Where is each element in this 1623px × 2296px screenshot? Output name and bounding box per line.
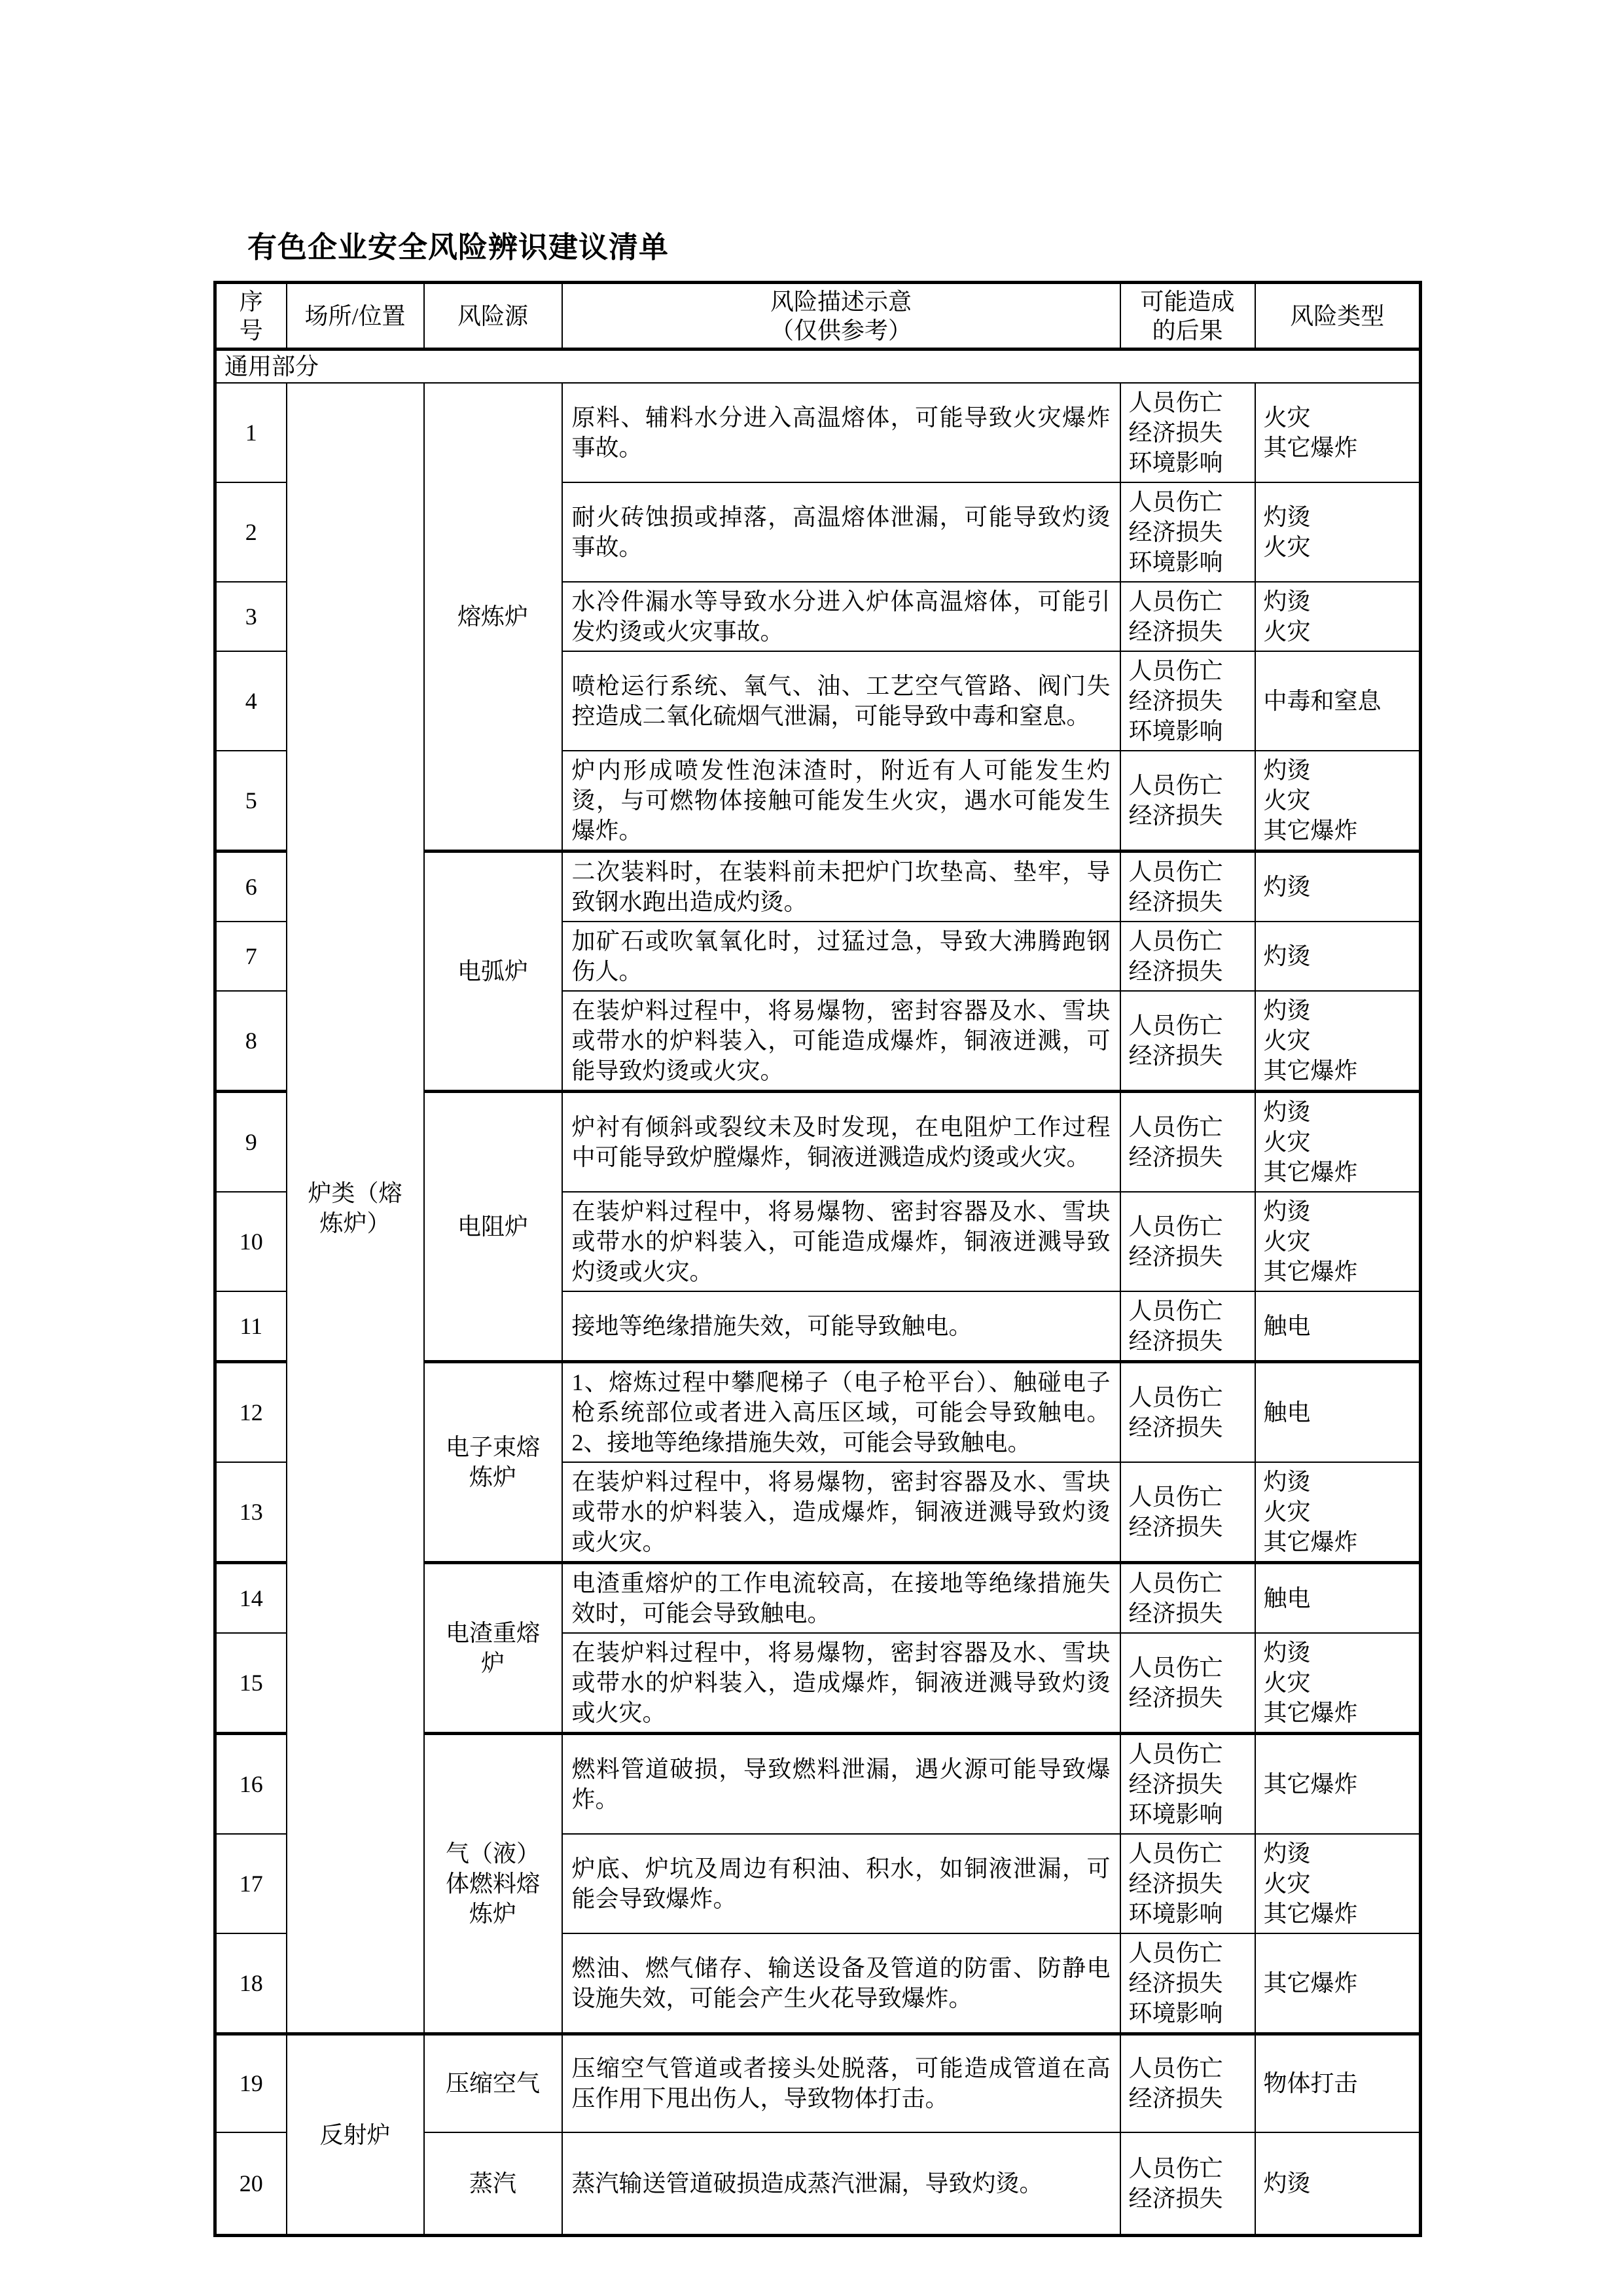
risk-source-cell: 压缩空气 bbox=[424, 2034, 562, 2132]
consequence-line: 经济损失 bbox=[1128, 1970, 1223, 1996]
header-location: 场所/位置 bbox=[287, 283, 424, 350]
consequence-cell bbox=[1120, 2132, 1255, 2236]
header-type: 风险类型 bbox=[1255, 283, 1421, 350]
consequence-line: 人员伤亡 bbox=[1128, 658, 1223, 684]
consequence-line: 人员伤亡 bbox=[1128, 489, 1223, 515]
risk-type-cell bbox=[1255, 922, 1421, 991]
risk-type-line: 火灾 bbox=[1263, 1670, 1311, 1696]
risk-type-line: 火灾 bbox=[1263, 1129, 1311, 1155]
row-number: 1 bbox=[215, 383, 287, 482]
risk-type-line: 火灾 bbox=[1263, 619, 1311, 645]
risk-type-cell bbox=[1255, 1092, 1421, 1193]
risk-type-line: 触电 bbox=[1263, 1585, 1311, 1611]
risk-type-cell bbox=[1255, 1633, 1421, 1734]
risk-type-cell bbox=[1255, 751, 1421, 852]
risk-type-line: 其它爆炸 bbox=[1263, 1771, 1358, 1797]
row-number: 6 bbox=[215, 852, 287, 922]
risk-source-cell: 电弧炉 bbox=[424, 852, 562, 1092]
consequence-cell bbox=[1120, 2034, 1255, 2132]
risk-type-cell bbox=[1255, 1362, 1421, 1463]
risk-type-line: 灼烫 bbox=[1263, 1840, 1311, 1867]
consequence-line: 经济损失 bbox=[1128, 2085, 1223, 2112]
risk-type-cell bbox=[1255, 1933, 1421, 2034]
header-source: 风险源 bbox=[424, 283, 562, 350]
consequence-line: 人员伤亡 bbox=[1128, 2055, 1223, 2082]
consequence-line: 人员伤亡 bbox=[1128, 1114, 1223, 1140]
risk-source-cell: 电子束熔炼炉 bbox=[424, 1362, 562, 1563]
document-title: 有色企业安全风险辨识建议清单 bbox=[247, 231, 669, 264]
risk-type-cell bbox=[1255, 1462, 1421, 1563]
risk-type-cell bbox=[1255, 1291, 1421, 1362]
row-number: 9 bbox=[215, 1092, 287, 1193]
consequence-cell bbox=[1120, 922, 1255, 991]
row-number: 2 bbox=[215, 482, 287, 582]
consequence-cell bbox=[1120, 1834, 1255, 1933]
risk-type-cell bbox=[1255, 482, 1421, 582]
consequence-line: 经济损失 bbox=[1128, 1871, 1223, 1897]
row-number: 7 bbox=[215, 922, 287, 991]
consequence-line: 经济损失 bbox=[1128, 1514, 1223, 1540]
consequence-line: 经济损失 bbox=[1128, 1414, 1223, 1441]
consequence-line: 经济损失 bbox=[1128, 889, 1223, 915]
risk-type-line: 火灾 bbox=[1263, 404, 1311, 431]
consequence-cell bbox=[1120, 1092, 1255, 1193]
header-description-line1: 风险描述示意 bbox=[770, 288, 912, 315]
consequence-line: 人员伤亡 bbox=[1128, 1655, 1223, 1681]
risk-description-cell: 压缩空气管道或者接头处脱落，可能造成管道在高压作用下甩出伤人，导致物体打击。 bbox=[562, 2034, 1120, 2132]
risk-type-line: 其它爆炸 bbox=[1263, 1970, 1358, 1996]
consequence-line: 人员伤亡 bbox=[1128, 1741, 1223, 1767]
consequence-cell bbox=[1120, 1192, 1255, 1291]
consequence-line: 环境影响 bbox=[1128, 2000, 1223, 2026]
risk-type-line: 其它爆炸 bbox=[1263, 817, 1358, 844]
row-number: 14 bbox=[215, 1563, 287, 1634]
risk-type-line: 其它爆炸 bbox=[1263, 1058, 1358, 1084]
risk-type-line: 灼烫 bbox=[1263, 874, 1311, 900]
consequence-line: 经济损失 bbox=[1128, 2185, 1223, 2212]
risk-source-cell: 电阻炉 bbox=[424, 1092, 562, 1362]
consequence-cell bbox=[1120, 1933, 1255, 2034]
row-number: 15 bbox=[215, 1633, 287, 1734]
risk-type-line: 灼烫 bbox=[1263, 1099, 1311, 1125]
risk-description-cell: 水冷件漏水等导致水分进入炉体高温熔体，可能引发灼烫或火灾事故。 bbox=[562, 582, 1120, 651]
risk-description-cell: 炉衬有倾斜或裂纹未及时发现，在电阻炉工作过程中可能导致炉膛爆炸，铜液迸溅造成灼烫或火灾。 bbox=[562, 1092, 1120, 1193]
header-no-label: 序号 bbox=[239, 288, 263, 344]
risk-type-line: 火灾 bbox=[1263, 1229, 1311, 1255]
risk-description-cell: 接地等绝缘措施失效，可能导致触电。 bbox=[562, 1291, 1120, 1362]
risk-type-line: 灼烫 bbox=[1263, 2170, 1311, 2197]
section-row bbox=[215, 350, 1421, 384]
risk-type-cell bbox=[1255, 2132, 1421, 2236]
consequence-line: 人员伤亡 bbox=[1128, 1484, 1223, 1510]
row-number: 13 bbox=[215, 1462, 287, 1563]
risk-type-line: 火灾 bbox=[1263, 787, 1311, 814]
consequence-cell bbox=[1120, 1291, 1255, 1362]
risk-source-cell: 电渣重熔炉 bbox=[424, 1563, 562, 1734]
risk-description-cell: 1、熔炼过程中攀爬梯子（电子枪平台）、触碰电子枪系统部位或者进入高压区域，可能会导致触电。2、接地等绝缘措施失效，可能会导致触电。 bbox=[562, 1362, 1120, 1463]
section-label: 通用部分 bbox=[215, 350, 1421, 384]
consequence-cell bbox=[1120, 1563, 1255, 1634]
header-consequence-line2: 的后果 bbox=[1152, 317, 1223, 344]
risk-type-line: 灼烫 bbox=[1263, 997, 1311, 1024]
table-row bbox=[215, 383, 1421, 482]
risk-description-cell: 燃料管道破损，导致燃料泄漏，遇火源可能导致爆炸。 bbox=[562, 1734, 1120, 1835]
risk-source-cell: 熔炼炉 bbox=[424, 383, 562, 852]
risk-description-cell: 在装炉料过程中，将易爆物，密封容器及水、雪块或带水的炉料装入，造成爆炸，铜液迸溅导致灼烫或火灾。 bbox=[562, 1462, 1120, 1563]
location-cell: 反射炉 bbox=[287, 2034, 424, 2236]
consequence-line: 人员伤亡 bbox=[1128, 1213, 1223, 1240]
row-number: 8 bbox=[215, 991, 287, 1092]
risk-type-line: 火灾 bbox=[1263, 1871, 1311, 1897]
consequence-line: 人员伤亡 bbox=[1128, 1570, 1223, 1596]
consequence-line: 经济损失 bbox=[1128, 688, 1223, 714]
row-number: 10 bbox=[215, 1192, 287, 1291]
risk-type-line: 触电 bbox=[1263, 1313, 1311, 1339]
consequence-cell bbox=[1120, 582, 1255, 651]
risk-type-cell bbox=[1255, 1192, 1421, 1291]
row-number: 19 bbox=[215, 2034, 287, 2132]
consequence-line: 人员伤亡 bbox=[1128, 2155, 1223, 2181]
header-description-line2: （仅供参考） bbox=[770, 317, 912, 344]
risk-type-cell bbox=[1255, 1563, 1421, 1634]
consequence-cell bbox=[1120, 1362, 1255, 1463]
consequence-line: 经济损失 bbox=[1128, 802, 1223, 829]
risk-type-line: 灼烫 bbox=[1263, 1640, 1311, 1666]
consequence-line: 人员伤亡 bbox=[1128, 1384, 1223, 1410]
consequence-cell bbox=[1120, 991, 1255, 1092]
risk-type-cell bbox=[1255, 991, 1421, 1092]
risk-type-line: 火灾 bbox=[1263, 534, 1311, 560]
risk-description-cell: 燃油、燃气储存、输送设备及管道的防雷、防静电设施失效，可能会产生火花导致爆炸。 bbox=[562, 1933, 1120, 2034]
consequence-line: 经济损失 bbox=[1128, 619, 1223, 645]
risk-type-line: 其它爆炸 bbox=[1263, 1901, 1358, 1927]
row-number: 3 bbox=[215, 582, 287, 651]
risk-type-cell bbox=[1255, 852, 1421, 922]
consequence-line: 人员伤亡 bbox=[1128, 928, 1223, 954]
risk-source-cell: 蒸汽 bbox=[424, 2132, 562, 2236]
risk-type-line: 其它爆炸 bbox=[1263, 1700, 1358, 1726]
consequence-line: 人员伤亡 bbox=[1128, 772, 1223, 798]
risk-description-cell: 在装炉料过程中，将易爆物，密封容器及水、雪块或带水的炉料装入，造成爆炸，铜液迸溅导致灼烫或火灾。 bbox=[562, 1633, 1120, 1734]
consequence-line: 经济损失 bbox=[1128, 1600, 1223, 1626]
risk-type-line: 其它爆炸 bbox=[1263, 435, 1358, 461]
consequence-line: 人员伤亡 bbox=[1128, 588, 1223, 615]
risk-type-cell bbox=[1255, 651, 1421, 751]
risk-type-line: 灼烫 bbox=[1263, 1198, 1311, 1225]
consequence-cell bbox=[1120, 482, 1255, 582]
risk-type-line: 火灾 bbox=[1263, 1499, 1311, 1525]
risk-type-cell bbox=[1255, 383, 1421, 482]
table-row bbox=[215, 2034, 1421, 2132]
risk-type-line: 火灾 bbox=[1263, 1028, 1311, 1054]
row-number: 16 bbox=[215, 1734, 287, 1835]
risk-description-cell: 炉底、炉坑及周边有积油、积水，如铜液泄漏，可能会导致爆炸。 bbox=[562, 1834, 1120, 1933]
risk-description-cell: 电渣重熔炉的工作电流较高，在接地等绝缘措施失效时，可能会导致触电。 bbox=[562, 1563, 1120, 1634]
row-number: 11 bbox=[215, 1291, 287, 1362]
risk-type-cell bbox=[1255, 1734, 1421, 1835]
consequence-line: 经济损失 bbox=[1128, 1771, 1223, 1797]
risk-type-cell bbox=[1255, 1834, 1421, 1933]
consequence-line: 经济损失 bbox=[1128, 1043, 1223, 1069]
risk-type-line: 其它爆炸 bbox=[1263, 1159, 1358, 1185]
row-number: 4 bbox=[215, 651, 287, 751]
consequence-cell bbox=[1120, 852, 1255, 922]
row-number: 17 bbox=[215, 1834, 287, 1933]
risk-table-body bbox=[215, 350, 1421, 2236]
consequence-cell bbox=[1120, 383, 1255, 482]
consequence-line: 环境影响 bbox=[1128, 1901, 1223, 1927]
risk-type-cell bbox=[1255, 2034, 1421, 2132]
risk-type-line: 物体打击 bbox=[1263, 2070, 1358, 2097]
risk-type-line: 其它爆炸 bbox=[1263, 1259, 1358, 1285]
consequence-line: 经济损失 bbox=[1128, 1144, 1223, 1170]
consequence-line: 环境影响 bbox=[1128, 549, 1223, 575]
consequence-line: 人员伤亡 bbox=[1128, 1940, 1223, 1966]
consequence-line: 人员伤亡 bbox=[1128, 859, 1223, 885]
header-row bbox=[215, 283, 1421, 350]
consequence-cell bbox=[1120, 1734, 1255, 1835]
risk-type-line: 灼烫 bbox=[1263, 757, 1311, 783]
risk-type-line: 灼烫 bbox=[1263, 943, 1311, 969]
consequence-line: 经济损失 bbox=[1128, 1685, 1223, 1711]
header-consequence bbox=[1120, 283, 1255, 350]
risk-description-cell: 耐火砖蚀损或掉落，高温熔体泄漏，可能导致灼烫事故。 bbox=[562, 482, 1120, 582]
risk-type-line: 触电 bbox=[1263, 1399, 1311, 1426]
consequence-cell bbox=[1120, 651, 1255, 751]
risk-description-cell: 加矿石或吹氧氧化时，过猛过急，导致大沸腾跑钢伤人。 bbox=[562, 922, 1120, 991]
row-number: 12 bbox=[215, 1362, 287, 1463]
risk-type-cell bbox=[1255, 582, 1421, 651]
header-no bbox=[215, 283, 287, 350]
table-header bbox=[215, 283, 1421, 350]
consequence-line: 人员伤亡 bbox=[1128, 389, 1223, 416]
consequence-line: 人员伤亡 bbox=[1128, 1013, 1223, 1039]
consequence-cell bbox=[1120, 751, 1255, 852]
risk-table bbox=[213, 281, 1422, 2237]
consequence-line: 环境影响 bbox=[1128, 450, 1223, 476]
row-number: 18 bbox=[215, 1933, 287, 2034]
risk-description-cell: 原料、辅料水分进入高温熔体，可能导致火灾爆炸事故。 bbox=[562, 383, 1120, 482]
consequence-line: 经济损失 bbox=[1128, 1328, 1223, 1354]
risk-type-line: 灼烫 bbox=[1263, 1469, 1311, 1495]
risk-type-line: 灼烫 bbox=[1263, 504, 1311, 530]
risk-type-line: 中毒和窒息 bbox=[1263, 688, 1382, 714]
risk-description-cell: 喷枪运行系统、氧气、油、工艺空气管路、阀门失控造成二氧化硫烟气泄漏，可能导致中毒和窒息。 bbox=[562, 651, 1120, 751]
header-description bbox=[562, 283, 1120, 350]
risk-description-cell: 在装炉料过程中，将易爆物、密封容器及水、雪块或带水的炉料装入，可能造成爆炸，铜液迸溅导致灼烫或火灾。 bbox=[562, 1192, 1120, 1291]
consequence-line: 经济损失 bbox=[1128, 958, 1223, 984]
consequence-line: 人员伤亡 bbox=[1128, 1298, 1223, 1324]
risk-source-cell: 气（液）体燃料熔炼炉 bbox=[424, 1734, 562, 2034]
risk-type-line: 灼烫 bbox=[1263, 588, 1311, 615]
header-consequence-line1: 可能造成 bbox=[1140, 288, 1235, 315]
consequence-line: 经济损失 bbox=[1128, 420, 1223, 446]
risk-description-cell: 炉内形成喷发性泡沫渣时，附近有人可能发生灼烫，与可燃物体接触可能发生火灾，遇水可能发生爆炸。 bbox=[562, 751, 1120, 852]
consequence-line: 环境影响 bbox=[1128, 718, 1223, 744]
risk-description-cell: 在装炉料过程中，将易爆物，密封容器及水、雪块或带水的炉料装入，可能造成爆炸，铜液迸溅，可能导致灼烫或火灾。 bbox=[562, 991, 1120, 1092]
consequence-cell bbox=[1120, 1462, 1255, 1563]
row-number: 5 bbox=[215, 751, 287, 852]
consequence-cell bbox=[1120, 1633, 1255, 1734]
consequence-line: 经济损失 bbox=[1128, 1244, 1223, 1270]
consequence-line: 经济损失 bbox=[1128, 519, 1223, 545]
risk-type-line: 其它爆炸 bbox=[1263, 1529, 1358, 1555]
consequence-line: 人员伤亡 bbox=[1128, 1840, 1223, 1867]
row-number: 20 bbox=[215, 2132, 287, 2236]
risk-description-cell: 二次装料时，在装料前未把炉门坎垫高、垫牢，导致钢水跑出造成灼烫。 bbox=[562, 852, 1120, 922]
risk-description-cell: 蒸汽输送管道破损造成蒸汽泄漏，导致灼烫。 bbox=[562, 2132, 1120, 2236]
location-cell: 炉类（熔炼炉） bbox=[287, 383, 424, 2034]
consequence-line: 环境影响 bbox=[1128, 1801, 1223, 1827]
